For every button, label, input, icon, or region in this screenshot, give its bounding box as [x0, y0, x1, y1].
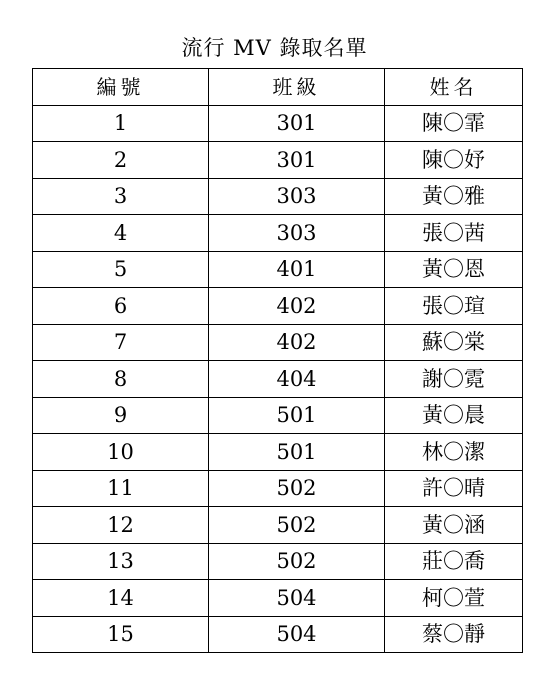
cell-class: 303 — [209, 215, 385, 252]
column-header-name: 姓名 — [385, 69, 523, 106]
table-row — [33, 580, 523, 617]
cell-class: 402 — [209, 324, 385, 361]
cell-number: 2 — [33, 142, 209, 179]
cell-name: 蔡〇靜 — [385, 616, 523, 653]
cell-number: 7 — [33, 324, 209, 361]
table-row — [33, 324, 523, 361]
cell-name: 黃〇涵 — [385, 507, 523, 544]
cell-class: 303 — [209, 178, 385, 215]
cell-number: 5 — [33, 251, 209, 288]
cell-name: 陳〇霏 — [385, 105, 523, 142]
cell-class: 501 — [209, 434, 385, 471]
cell-number: 8 — [33, 361, 209, 398]
table-row — [33, 616, 523, 653]
cell-name: 蘇〇棠 — [385, 324, 523, 361]
cell-number: 3 — [33, 178, 209, 215]
cell-class: 301 — [209, 105, 385, 142]
table-row — [33, 288, 523, 325]
cell-name: 黃〇雅 — [385, 178, 523, 215]
table-row — [33, 178, 523, 215]
cell-name: 林〇潔 — [385, 434, 523, 471]
cell-name: 許〇晴 — [385, 470, 523, 507]
cell-name: 柯〇萱 — [385, 580, 523, 617]
table-header-row — [33, 69, 523, 106]
cell-class: 504 — [209, 580, 385, 617]
table-row — [33, 251, 523, 288]
cell-class: 501 — [209, 397, 385, 434]
column-header-number: 編號 — [33, 69, 209, 106]
cell-number: 14 — [33, 580, 209, 617]
cell-name: 黃〇晨 — [385, 397, 523, 434]
cell-number: 15 — [33, 616, 209, 653]
cell-name: 謝〇霓 — [385, 361, 523, 398]
table-row — [33, 434, 523, 471]
cell-class: 401 — [209, 251, 385, 288]
cell-class: 502 — [209, 470, 385, 507]
cell-class: 504 — [209, 616, 385, 653]
table-row — [33, 470, 523, 507]
cell-class: 404 — [209, 361, 385, 398]
table-row — [33, 507, 523, 544]
cell-number: 13 — [33, 543, 209, 580]
cell-number: 4 — [33, 215, 209, 252]
table-row — [33, 397, 523, 434]
cell-number: 1 — [33, 105, 209, 142]
page-title: 流行 MV 錄取名單 — [181, 36, 368, 60]
cell-number: 9 — [33, 397, 209, 434]
cell-number: 11 — [33, 470, 209, 507]
cell-class: 301 — [209, 142, 385, 179]
table-row — [33, 142, 523, 179]
cell-number: 12 — [33, 507, 209, 544]
cell-class: 502 — [209, 507, 385, 544]
cell-class: 402 — [209, 288, 385, 325]
table-row — [33, 215, 523, 252]
cell-name: 張〇瑄 — [385, 288, 523, 325]
table-row — [33, 105, 523, 142]
cell-name: 陳〇妤 — [385, 142, 523, 179]
cell-name: 黃〇恩 — [385, 251, 523, 288]
cell-number: 6 — [33, 288, 209, 325]
column-header-class: 班級 — [209, 69, 385, 106]
cell-class: 502 — [209, 543, 385, 580]
table-row — [33, 543, 523, 580]
cell-name: 張〇茜 — [385, 215, 523, 252]
cell-number: 10 — [33, 434, 209, 471]
admission-list-table — [32, 68, 523, 653]
table-row — [33, 361, 523, 398]
cell-name: 莊〇喬 — [385, 543, 523, 580]
